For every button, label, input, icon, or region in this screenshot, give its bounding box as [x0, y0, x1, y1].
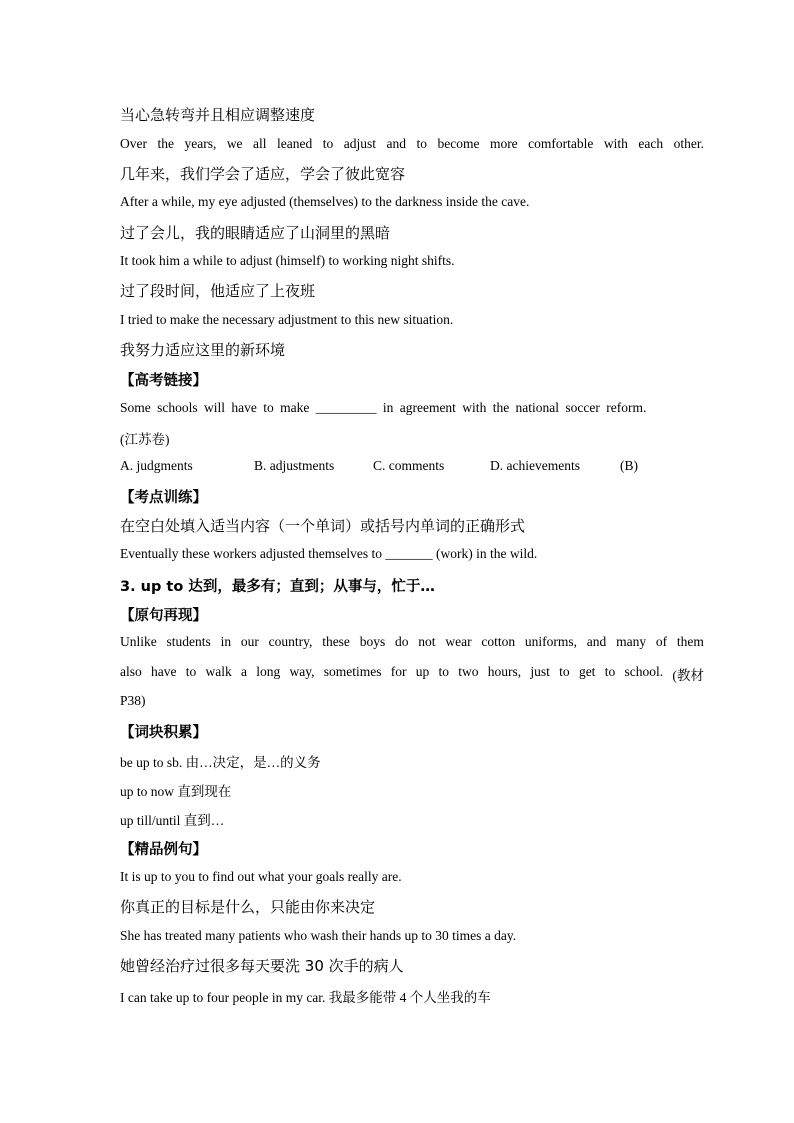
phrase-line: up to now 直到现在 — [120, 784, 232, 799]
text-line: I tried to make the necessary adjustment to this new situation. — [120, 312, 454, 327]
text-line: Unlike students in our country, these boys do not wear cotton uniforms, and many of them — [120, 634, 704, 649]
vocab-item-heading: 3. up to 达到，最多有；直到；从事与，忙于… — [120, 579, 435, 595]
text-line: 她曾经治疗过很多每天要洗 30 次手的病人 — [120, 957, 404, 975]
option-d: D. achievements — [490, 458, 580, 473]
question-text: Some schools will have to make _________ in agreement with the national soccer reform. — [120, 400, 647, 415]
option-a: A. judgments — [120, 458, 193, 473]
option-c: C. comments — [373, 458, 445, 473]
text-line: 几年来，我们学会了适应，学会了彼此宽容 — [120, 165, 406, 183]
text-line: I can take up to four people in my car. 我最多能带 4 个人坐我的车 — [120, 990, 491, 1005]
answer-key: (B) — [620, 458, 638, 473]
phrase-line: be up to sb. 由…决定，是…的义务 — [120, 755, 321, 770]
text-line: She has treated many patients who wash their hands up to 30 times a day. — [120, 928, 517, 943]
exercise-text: Eventually these workers adjusted themselves to _______ (work) in the wild. — [120, 546, 538, 561]
text-line: 在空白处填入适当内容（一个单词）或括号内单词的正确形式 — [120, 517, 526, 535]
text-line: After a while, my eye adjusted (themselves) to the darkness inside the cave. — [120, 194, 530, 209]
section-heading: 【精品例句】 — [120, 842, 207, 858]
text-line: 当心急转弯并且相应调整速度 — [120, 106, 316, 124]
section-heading: 【词块积累】 — [120, 725, 207, 741]
text-line: also have to walk a long way, sometimes for up to two hours, just to get to school. (教材 — [120, 664, 704, 683]
section-heading: 【考点训练】 — [120, 490, 207, 506]
text-line: 你真正的目标是什么，只能由你来决定 — [120, 898, 376, 916]
answer-options — [120, 458, 704, 476]
question-source: (江苏卷) — [120, 432, 170, 447]
section-heading: 【高考链接】 — [120, 373, 207, 389]
option-b: B. adjustments — [254, 458, 335, 473]
text-line: 我努力适应这里的新环境 — [120, 341, 286, 359]
text-line: It is up to you to find out what your goals really are. — [120, 869, 402, 884]
phrase-line: up till/until 直到… — [120, 813, 225, 828]
text-line: It took him a while to adjust (himself) to working night shifts. — [120, 253, 455, 268]
text-line: P38) — [120, 693, 146, 708]
text-line: 过了段时间，他适应了上夜班 — [120, 282, 316, 300]
section-heading: 【原句再现】 — [120, 608, 207, 624]
text-line: 过了会儿，我的眼睛适应了山洞里的黑暗 — [120, 224, 391, 242]
text-line: Over the years, we all leaned to adjust and to become more comfortable with each other. — [120, 136, 704, 151]
